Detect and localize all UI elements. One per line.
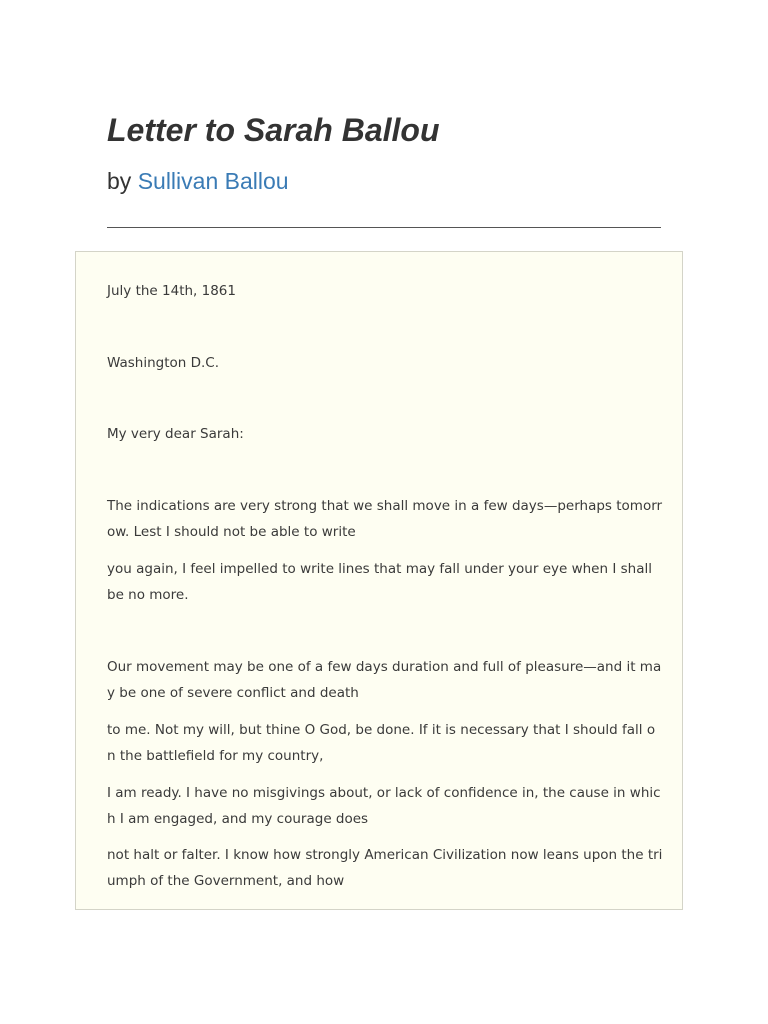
letter-box [75, 251, 683, 910]
letter-paragraph: you again, I feel impelled to write lines that may fall under your eye when I shall be no more. [107, 561, 652, 603]
letter-place: Washington D.C. [107, 355, 220, 371]
letter-paragraph: Our movement may be one of a few days duration and full of pleasure—and it may be one of severe conflict and death [107, 659, 662, 701]
byline-prefix: by [107, 168, 138, 194]
letter-salutation: My very dear Sarah: [107, 426, 244, 442]
letter-paragraph: The indications are very strong that we shall move in a few days—perhaps tomorrow. Lest I should not be able to write [107, 498, 663, 540]
letter-date: July the 14th, 1861 [107, 283, 236, 299]
header-divider [107, 227, 661, 228]
author-link[interactable]: Sullivan Ballou [137, 168, 289, 194]
byline [107, 166, 289, 196]
letter-paragraph: to me. Not my will, but thine O God, be done. If it is necessary that I should fall on the battlefield for my country, [107, 722, 656, 764]
letter-paragraph: not halt or falter. I know how strongly American Civilization now leans upon the triumph of the Government, and how [107, 847, 663, 889]
letter-paragraph: I am ready. I have no misgivings about, or lack of confidence in, the cause in which I am engaged, and my courage does [107, 785, 661, 827]
page-title: Letter to Sarah Ballou [107, 112, 440, 148]
